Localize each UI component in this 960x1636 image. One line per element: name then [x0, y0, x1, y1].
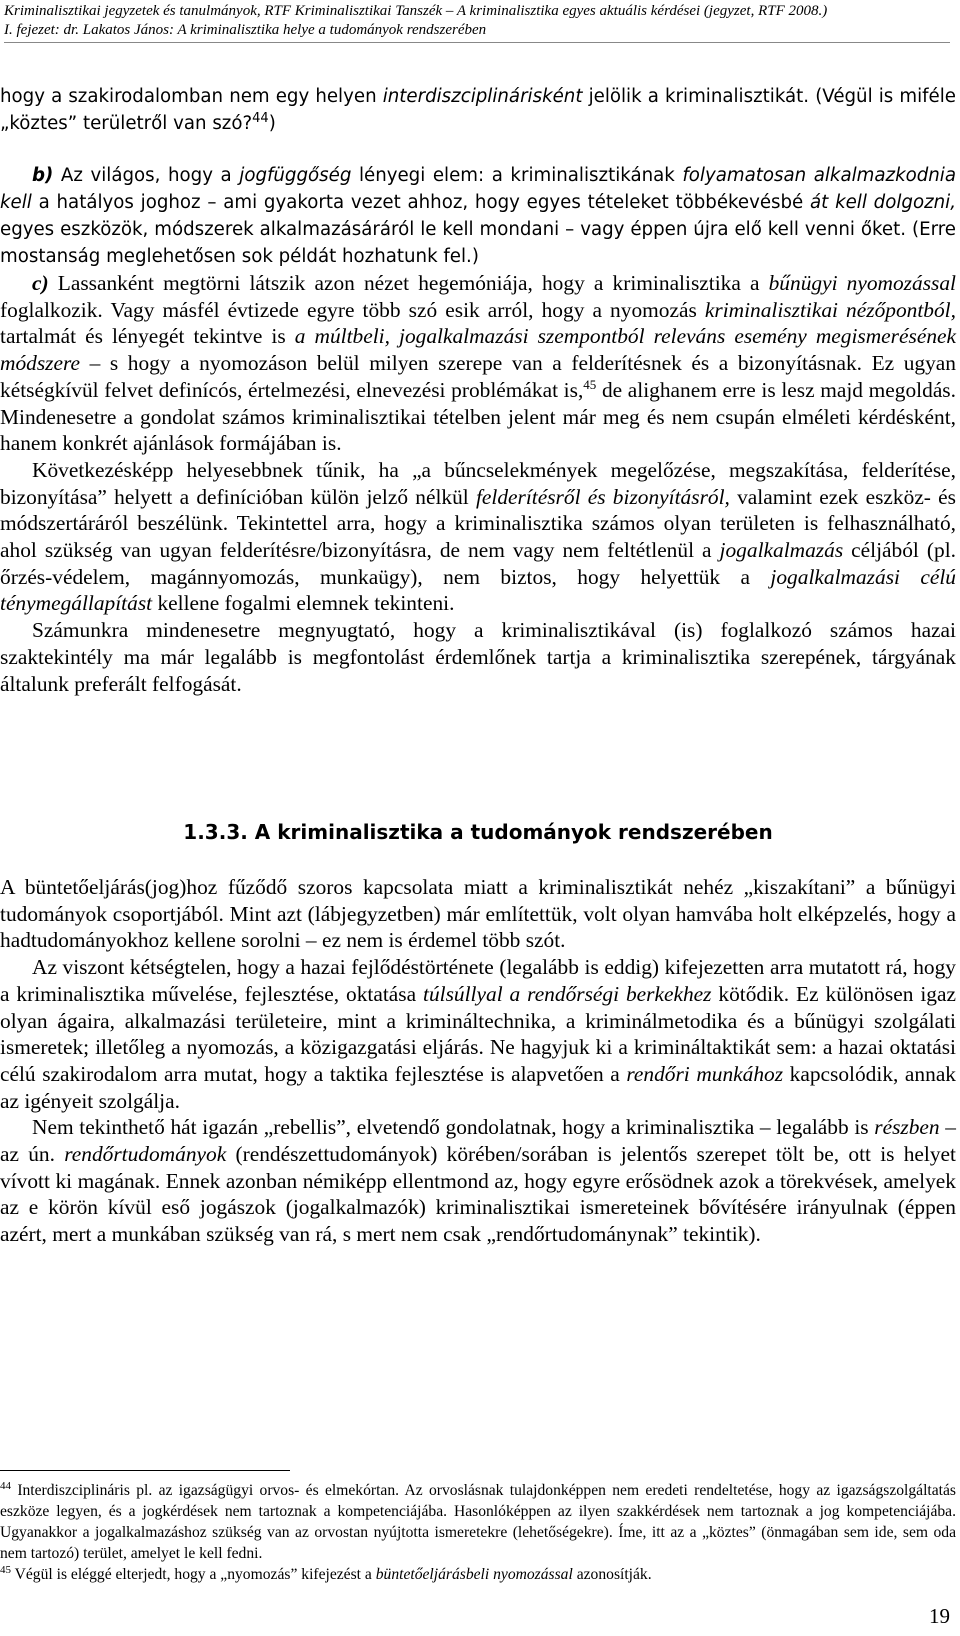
footnote-44: $^{44}$ Interdiszciplináris pl. az igazságügyi orvos- és elmekórtan. Az orvoslásnak tulajdonképpen nem eredeti rendeltetése, hogy az igazságszolgáltatás eszköze legyen, és a jogkérdések nem tartoznak a kompetenciájába. Hasonlóképpen az ilyen szakkérdések nem tartoznak a jog kompetenciájába. Ugyanakkor a jogalkalmazáshoz szükség van az orvostan nyújtotta ismeretekre (lehetőségekre). Íme, itt az a „köztes” (önmagában sem ide, sem oda nem tartozó) terület, amelyet le kell fedni. [0, 1479, 956, 1562]
paragraph-criminal-procedure: A büntetőeljárás(jog)hoz fűződő szoros kapcsolata miatt a kriminalisztikát nehéz „kiszakítani” a bűnügyi tudományok csoportjából. Mint azt (lábjegyzetben) már említettük, volt olyan hamvába holt elképzelés, hogy a hadtudományokhoz kellene sorolni – ez nem is érdemel több szót. [0, 875, 956, 953]
footnote-ref-44[interactable]: 44 [252, 110, 269, 126]
paragraph-consequently: Következésképp helyesebbnek tűnik, ha „a bűncselekmények megelőzése, megszakítása, felderítése, bizonyítása” helyett a definícióban külön jelző nélkül felderítésről és bizonyításról, valamint ezek eszköz- és módszertáráról beszélünk. Tekintettel arra, hogy a kriminalisztika számos olyan területen is felhasználható, ahol szükség van ugyan felderítésre/bizonyításra, de nem vagy nem feltétlenül a jogalkalmazás céljából (pl. őrzés-védelem, magánnyomozás, munkaügy), nem biztos, hogy helyettük a jogalkalmazási célú ténymegállapítást kellene fogalmi elemnek tekinteni. [0, 457, 957, 616]
header-line-2: I. fejezet: dr. Lakatos János: A kriminalisztika helye a tudományok rendszerében [4, 22, 487, 38]
section-heading: 1.3.3. A kriminalisztika a tudományok rendszerében [183, 820, 773, 844]
paragraph-b: b) Az világos, hogy a jogfüggőség lényegi elem: a kriminalisztikának folyamatosan alkalmazkodnia kell a hatályos joghoz – ami gyakorta vezet ahhoz, hogy egyes tételeket többékevésbé át kell dolgozni, egyes eszközök, módszerek alkalmazásáráról le kell mondani – vagy éppen újra elő kell venni őket. (Erre mostanság meglehetősen sok példát hozhatunk fel.) [0, 165, 956, 267]
header-divider [4, 42, 950, 43]
top-block [0, 84, 956, 270]
page-number: 19 [929, 1604, 950, 1628]
paragraph-rebellious: Nem tekinthető hát igazán „rebellis”, elvetendő gondolatnak, hogy a kriminalisztika – legalább is részben – az ún. rendőrtudományok (rendészettudományok) körében/sorában is jelentős szerepet tölt be, ott is helyet vívott ki magának. Ennek azonban némiképp ellentmond az, hogy egyre erősödnek azok a törekvések, amelyek az e körön kívül eső jogászok (jogalkalmazók) kriminalisztikai ismereteinek bővítésére irányulnak (éppen azért, mert a munkában szükség van rá, s mert nem csak „rendőrtudománynak” tekintik). [0, 1115, 956, 1247]
footnote-ref-45[interactable]: 45 [583, 376, 597, 392]
paragraph-interdisciplinary: hogy a szakirodalomban nem egy helyen interdiszciplinárisként jelölik a kriminalisztikát. (Végül is miféle „köztes” területről van szó?$^{44}$) [0, 86, 956, 134]
paragraph-c: c) Lassanként megtörni látszik azon nézet hegemóniája, hogy a kriminalisztika a bűnügyi nyomozással foglalkozik. Vagy másfél évtizede egyre több szó esik arról, hogy a nyomozás kriminalisztikai nézőpontból, tartalmát és lényegét tekintve is a múltbeli, jogalkalmazási szempontból releváns esemény megismerésének módszere – s hogy a nyomozáson belül milyen szerepe van a felderítésnek és a bizonyításnak. Ez ugyan kétségkívül felvet definícós, értelmezési, elnevezési problémákat is,$^{45}$ de alighanem erre is lesz majd megoldás. Mindenesetre a gondolat számos kriminalisztikai tételben jelent már meg és nem csupán elméleti kérdésként, hanem konkrét ajánlások formájában is. [0, 271, 956, 456]
section-block [0, 874, 956, 1248]
running-header [4, 2, 954, 40]
footnote-45: $^{45}$ Végül is eléggé elterjedt, hogy a „nyomozás” kifejezést a büntetőeljárásbeli nyomozással azonosítják. [0, 1563, 652, 1583]
footnotes [0, 1480, 956, 1585]
header-line-1: Kriminalisztikai jegyzetek és tanulmányok, RTF Kriminalisztikai Tanszék – A kriminalisztika egyes aktuális kérdései (jegyzet, RTF 2008.) [4, 3, 828, 19]
footnote-divider [0, 1470, 290, 1471]
paragraph-police-ties: Az viszont kétségtelen, hogy a hazai fejlődéstörténete (legalább is eddig) kifejezetten arra mutatott rá, hogy a kriminalisztika művelése, fejlesztése, oktatása túlsúllyal a rendőrségi berkekhez kötődik. Ez különösen igaz olyan ágaira, alkalmazási területeire, mint a krimináltechnika, a kriminálmetodika és a bűnügyi szolgálati ismeretek; illetőleg a nyomozás, a közigazgatási eljárás. Ne hagyjuk ki a krimináltaktikát sem: a hazai oktatási célú szakirodalom arra mutat, hogy a taktika fejlesztése is alapvetően a rendőri munkához kapcsolódik, annak az igényeit szolgálja. [0, 955, 957, 1113]
paragraph-reassuring: Számunkra mindenesetre megnyugtató, hogy a kriminalisztikával (is) foglalkozó számos hazai szaktekintély ma már legalább is megfontolást érdemlőnek tartja a kriminalisztika szerepének, tárgyának általunk preferált felfogását. [0, 618, 956, 696]
main-block [0, 270, 956, 697]
